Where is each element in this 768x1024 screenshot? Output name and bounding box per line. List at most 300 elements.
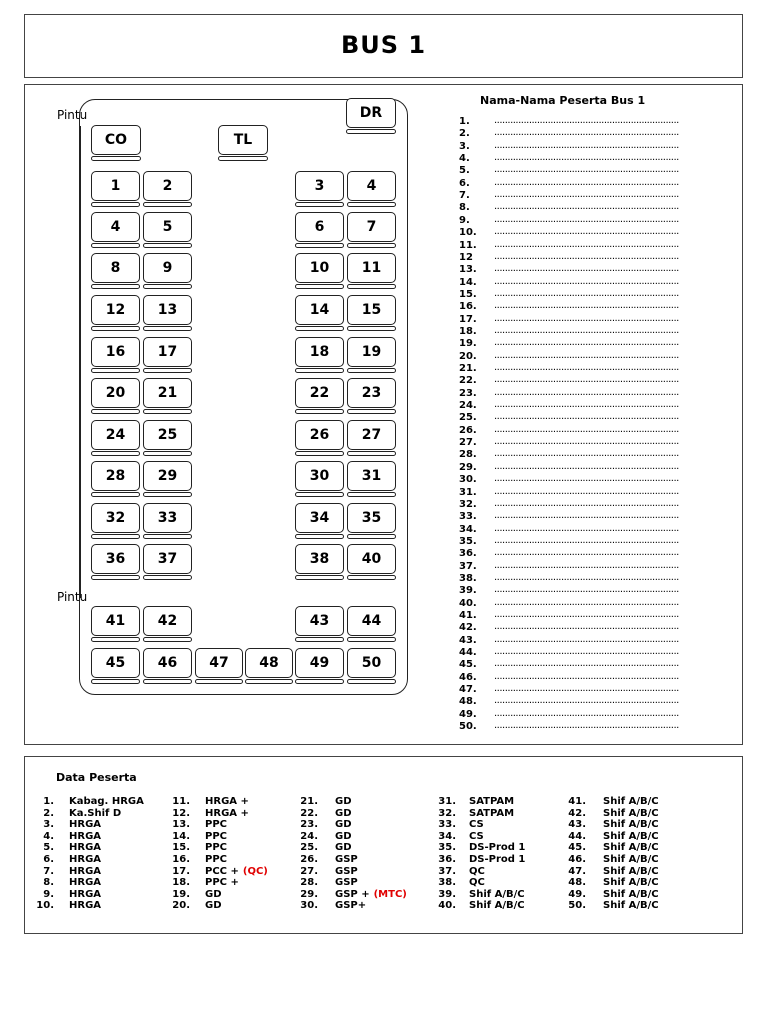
participant-number: 32. xyxy=(438,807,456,819)
seat-number: 34 xyxy=(295,503,344,533)
seat[interactable] xyxy=(91,378,140,414)
name-blank-field[interactable]: ..................................................................... xyxy=(494,622,679,633)
list-item xyxy=(459,548,699,560)
participant-unit-text: HRGA xyxy=(69,900,102,912)
list-item xyxy=(459,301,699,313)
seat[interactable] xyxy=(295,503,344,539)
participant-number: 24. xyxy=(300,830,318,842)
seat-base xyxy=(91,284,140,289)
participant-unit-text: Shif A/B/C xyxy=(603,900,659,912)
list-item-number: 21. xyxy=(459,363,477,374)
list-item xyxy=(459,635,699,647)
name-blank-field[interactable]: ..................................................................... xyxy=(494,165,679,176)
seat[interactable] xyxy=(143,420,192,456)
seat[interactable] xyxy=(347,544,396,580)
seat-number: 33 xyxy=(143,503,192,533)
participant-unit-text: GD xyxy=(335,819,352,831)
seat-number: 38 xyxy=(295,544,344,574)
seat-base xyxy=(295,284,344,289)
name-blank-field[interactable]: ..................................................................... xyxy=(494,400,679,411)
participant-number: 29. xyxy=(300,888,318,900)
participant-unit-text: PCC + xyxy=(205,865,239,877)
seat[interactable] xyxy=(295,606,344,642)
seat-number: 47 xyxy=(195,648,243,678)
participant-unit xyxy=(603,808,659,820)
participant-unit xyxy=(205,842,227,854)
seat-base xyxy=(346,129,396,134)
list-item xyxy=(459,487,699,499)
seat[interactable] xyxy=(91,420,140,456)
seat[interactable] xyxy=(195,648,243,684)
name-blank-field[interactable]: ..................................................................... xyxy=(494,671,679,682)
seat-base xyxy=(295,326,344,331)
seat-number: 15 xyxy=(347,295,396,325)
seat[interactable] xyxy=(295,544,344,580)
seat-base xyxy=(347,575,396,580)
seat[interactable] xyxy=(91,212,140,248)
name-blank-field[interactable]: ..................................................................... xyxy=(494,424,679,435)
name-blank-field[interactable]: ..................................................................... xyxy=(494,597,679,608)
list-item xyxy=(459,128,699,140)
seat-number: 4 xyxy=(347,171,396,201)
list-item xyxy=(459,215,699,227)
name-blank-field[interactable]: ..................................................................... xyxy=(494,190,679,201)
seat-number: 14 xyxy=(295,295,344,325)
participant-number: 9. xyxy=(43,888,54,900)
name-blank-field[interactable]: ..................................................................... xyxy=(494,375,679,386)
seat[interactable] xyxy=(295,295,344,331)
seat[interactable] xyxy=(347,503,396,539)
list-item xyxy=(459,437,699,449)
participant-unit-text: HRGA xyxy=(69,865,102,877)
participant-unit xyxy=(603,866,659,878)
seat-base xyxy=(295,409,344,414)
seat[interactable] xyxy=(347,606,396,642)
seat[interactable] xyxy=(143,544,192,580)
name-blank-field[interactable]: ..................................................................... xyxy=(494,387,679,398)
participant-number: 35. xyxy=(438,842,456,854)
name-blank-field[interactable]: ..................................................................... xyxy=(494,684,679,695)
seat[interactable] xyxy=(91,606,140,642)
name-blank-field[interactable]: ..................................................................... xyxy=(494,251,679,262)
list-item xyxy=(459,363,699,375)
seat[interactable] xyxy=(347,461,396,497)
seat[interactable] xyxy=(91,337,140,373)
seat[interactable] xyxy=(143,461,192,497)
participant-unit-text: CS xyxy=(469,819,484,831)
name-blank-field[interactable]: ..................................................................... xyxy=(494,708,679,719)
name-blank-field[interactable]: ..................................................................... xyxy=(494,498,679,509)
seat[interactable] xyxy=(143,337,192,373)
participant-unit-text: Shif A/B/C xyxy=(603,819,659,831)
seat-base xyxy=(347,284,396,289)
name-blank-field[interactable]: ..................................................................... xyxy=(494,350,679,361)
participant-unit-text: GD xyxy=(335,830,352,842)
list-item xyxy=(459,659,699,671)
list-item xyxy=(459,598,699,610)
list-item xyxy=(459,511,699,523)
list-item xyxy=(459,647,699,659)
participant-unit xyxy=(335,842,352,854)
seat-base xyxy=(143,492,192,497)
list-item-number: 31. xyxy=(459,486,477,498)
participant-unit-text: Shif A/B/C xyxy=(469,888,525,900)
list-item-number: 22. xyxy=(459,375,477,387)
name-blank-field[interactable]: ..................................................................... xyxy=(494,412,679,423)
seat[interactable] xyxy=(91,295,140,331)
participant-number: 31. xyxy=(438,796,456,807)
seat[interactable] xyxy=(91,461,140,497)
seat-base xyxy=(143,637,192,642)
list-item xyxy=(459,165,699,177)
seat[interactable] xyxy=(347,171,396,207)
participant-unit-text: GSP xyxy=(335,877,358,889)
participant-unit-text: HRGA xyxy=(69,854,102,865)
seat-base xyxy=(295,575,344,580)
participant-number: 33. xyxy=(438,819,456,831)
list-item-number: 50. xyxy=(459,721,477,733)
participant-number: 10. xyxy=(36,900,54,912)
list-item-number: 7. xyxy=(459,190,470,202)
list-item xyxy=(459,536,699,548)
seat-number: 8 xyxy=(91,253,140,283)
participant-unit xyxy=(603,819,659,831)
seat[interactable] xyxy=(143,295,192,331)
seat-base xyxy=(91,575,140,580)
page-title: BUS 1 xyxy=(340,31,427,59)
list-item xyxy=(459,622,699,634)
list-item xyxy=(459,400,699,412)
participant-number: 38. xyxy=(438,877,456,889)
seat-number: 45 xyxy=(91,648,140,678)
seat-base xyxy=(295,679,344,684)
participant-unit xyxy=(335,900,366,912)
participant-unit xyxy=(469,808,514,820)
seat-base xyxy=(347,451,396,456)
participant-unit xyxy=(603,842,659,854)
list-item xyxy=(459,153,699,165)
seat-number: 35 xyxy=(347,503,396,533)
seat-number: 19 xyxy=(347,337,396,367)
name-blank-field[interactable]: ..................................................................... xyxy=(494,140,679,151)
name-blank-field[interactable]: ..................................................................... xyxy=(494,239,679,250)
participant-unit-text: Shif A/B/C xyxy=(603,796,659,807)
seat-base xyxy=(91,534,140,539)
seat[interactable] xyxy=(347,337,396,373)
name-blank-field[interactable]: ..................................................................... xyxy=(494,288,679,299)
name-blank-field[interactable]: ..................................................................... xyxy=(494,721,679,732)
participant-unit-text: CS xyxy=(469,830,484,842)
list-item-number: 39. xyxy=(459,585,477,597)
seat[interactable] xyxy=(143,606,192,642)
participant-number: 50. xyxy=(568,900,586,912)
list-item xyxy=(459,314,699,326)
seat[interactable] xyxy=(143,648,192,684)
name-blank-field[interactable]: ..................................................................... xyxy=(494,128,679,139)
name-blank-field[interactable]: ..................................................................... xyxy=(494,560,679,571)
seat-base xyxy=(347,534,396,539)
seat[interactable] xyxy=(295,378,344,414)
seat-co[interactable] xyxy=(91,125,141,161)
seat[interactable] xyxy=(347,378,396,414)
participant-number: 13. xyxy=(172,819,190,831)
name-blank-field[interactable]: ..................................................................... xyxy=(494,325,679,336)
seat[interactable] xyxy=(295,648,344,684)
participant-unit-text: GD xyxy=(205,900,222,912)
seat-base xyxy=(347,492,396,497)
seat[interactable] xyxy=(347,420,396,456)
list-item-number: 18. xyxy=(459,325,477,337)
seat[interactable] xyxy=(91,503,140,539)
list-item xyxy=(459,449,699,461)
seat[interactable] xyxy=(143,503,192,539)
seat[interactable] xyxy=(295,253,344,289)
seat[interactable] xyxy=(347,648,396,684)
seat-number: 21 xyxy=(143,378,192,408)
list-item-number: 41. xyxy=(459,610,477,621)
participant-unit xyxy=(335,808,352,820)
bus-side-wall xyxy=(79,126,81,598)
participant-unit xyxy=(335,889,407,901)
seat-number: 10 xyxy=(295,253,344,283)
participant-number: 18. xyxy=(172,877,190,889)
name-blank-field[interactable]: ..................................................................... xyxy=(494,511,679,522)
participant-unit xyxy=(469,866,485,878)
participant-number: 43. xyxy=(568,819,586,831)
seat-number: 31 xyxy=(347,461,396,491)
participant-number: 30. xyxy=(300,900,318,912)
participant-unit xyxy=(603,831,659,843)
participant-unit xyxy=(469,854,525,866)
list-item-number: 36. xyxy=(459,548,477,560)
participant-unit xyxy=(469,900,525,912)
name-blank-field[interactable]: ..................................................................... xyxy=(494,177,679,188)
participant-number: 36. xyxy=(438,854,456,865)
seat-number: 42 xyxy=(143,606,192,636)
name-blank-field[interactable]: ..................................................................... xyxy=(494,610,679,620)
seat[interactable] xyxy=(91,253,140,289)
name-blank-field[interactable]: ..................................................................... xyxy=(494,227,679,238)
participant-unit xyxy=(335,877,358,889)
seat-base xyxy=(143,243,192,248)
participant-unit-text: GD xyxy=(335,842,352,854)
list-item-number: 14. xyxy=(459,276,477,288)
seat-driver-label: DR xyxy=(346,98,396,128)
seat-base xyxy=(91,637,140,642)
participant-unit xyxy=(469,889,525,901)
name-blank-field[interactable]: ..................................................................... xyxy=(494,535,679,546)
seat-number: 28 xyxy=(91,461,140,491)
participant-number: 26. xyxy=(300,854,318,865)
name-blank-field[interactable]: ..................................................................... xyxy=(494,647,679,658)
participant-unit-text: Shif A/B/C xyxy=(603,842,659,854)
list-item-number: 34. xyxy=(459,523,477,535)
seat[interactable] xyxy=(347,295,396,331)
seat[interactable] xyxy=(295,420,344,456)
participant-number: 44. xyxy=(568,830,586,842)
participant-unit-text: DS-Prod 1 xyxy=(469,842,526,854)
seat-number: 37 xyxy=(143,544,192,574)
seat-number: 43 xyxy=(295,606,344,636)
participant-unit-text: GD xyxy=(205,888,222,900)
list-item xyxy=(459,178,699,190)
seat-driver[interactable] xyxy=(346,98,396,134)
seat-number: 40 xyxy=(347,544,396,574)
participant-unit-text: GSP xyxy=(335,854,358,865)
list-item-number: 25. xyxy=(459,412,477,424)
participant-unit xyxy=(69,819,101,831)
seat-base xyxy=(143,326,192,331)
name-blank-field[interactable]: ..................................................................... xyxy=(494,313,679,324)
seat-number: 27 xyxy=(347,420,396,450)
participant-number: 4. xyxy=(43,830,54,842)
list-item-number: 49. xyxy=(459,708,477,720)
participant-number: 48. xyxy=(568,877,586,889)
list-item-number: 10. xyxy=(459,227,477,239)
list-item-number: 4. xyxy=(459,153,470,165)
participant-unit-text: QC xyxy=(469,865,485,877)
name-blank-field[interactable]: ..................................................................... xyxy=(494,696,679,707)
name-blank-field[interactable]: ..................................................................... xyxy=(494,202,679,213)
seat[interactable] xyxy=(91,648,140,684)
seat-base xyxy=(91,492,140,497)
name-blank-field[interactable]: ..................................................................... xyxy=(494,363,679,373)
name-blank-field[interactable]: ..................................................................... xyxy=(494,634,679,645)
name-blank-field[interactable]: ..................................................................... xyxy=(494,437,679,448)
participant-number: 8. xyxy=(43,877,54,889)
name-blank-field[interactable]: ..................................................................... xyxy=(494,276,679,287)
seat[interactable] xyxy=(295,212,344,248)
list-item xyxy=(459,573,699,585)
name-blank-field[interactable]: ..................................................................... xyxy=(494,153,679,164)
list-item-number: 3. xyxy=(459,140,470,152)
seat[interactable] xyxy=(295,337,344,373)
participant-unit xyxy=(603,854,659,866)
name-blank-field[interactable]: ..................................................................... xyxy=(494,116,679,126)
list-item xyxy=(459,326,699,338)
seat-base xyxy=(195,679,243,684)
name-blank-field[interactable]: ..................................................................... xyxy=(494,461,679,472)
participant-number: 46. xyxy=(568,854,586,865)
seat[interactable] xyxy=(143,253,192,289)
participant-unit-text: HRGA + xyxy=(205,796,249,807)
seat[interactable] xyxy=(347,253,396,289)
name-blank-field[interactable]: ..................................................................... xyxy=(494,474,679,485)
seat-base xyxy=(143,284,192,289)
participant-number: 23. xyxy=(300,819,318,831)
participant-unit xyxy=(69,900,101,912)
participant-number: 42. xyxy=(568,807,586,819)
list-item xyxy=(459,388,699,400)
seat-base xyxy=(295,492,344,497)
seat-number: 30 xyxy=(295,461,344,491)
list-item xyxy=(459,672,699,684)
list-item xyxy=(459,289,699,301)
participant-unit xyxy=(205,808,249,820)
name-blank-field[interactable]: ..................................................................... xyxy=(494,338,679,349)
seat-number: 44 xyxy=(347,606,396,636)
list-item-number: 28. xyxy=(459,449,477,461)
seat-base xyxy=(295,202,344,207)
seat[interactable] xyxy=(91,171,140,207)
seat[interactable] xyxy=(347,212,396,248)
list-item xyxy=(459,696,699,708)
participant-unit xyxy=(205,819,227,831)
participant-unit-text: HRGA xyxy=(69,830,102,842)
participant-unit-text: HRGA xyxy=(69,842,102,854)
seat-co-label: CO xyxy=(91,125,141,155)
seat-tl[interactable] xyxy=(218,125,268,161)
participant-unit-text: GSP + xyxy=(335,888,370,900)
seat-number: 46 xyxy=(143,648,192,678)
list-item-number: 35. xyxy=(459,535,477,547)
name-blank-field[interactable]: ..................................................................... xyxy=(494,572,679,583)
seat-base xyxy=(347,202,396,207)
list-item xyxy=(459,116,699,128)
seat-number: 1 xyxy=(91,171,140,201)
seat-number: 18 xyxy=(295,337,344,367)
seat-base xyxy=(245,679,293,684)
seat[interactable] xyxy=(143,378,192,414)
participant-unit-note: (MTC) xyxy=(373,888,407,900)
seat[interactable] xyxy=(143,212,192,248)
seat[interactable] xyxy=(295,461,344,497)
participant-number: 1. xyxy=(43,796,54,807)
participant-unit-text: Shif A/B/C xyxy=(603,830,659,842)
list-item xyxy=(459,338,699,350)
participant-number: 2. xyxy=(43,807,54,819)
name-blank-field[interactable]: ..................................................................... xyxy=(494,659,679,670)
seat-number: 41 xyxy=(91,606,140,636)
seat[interactable] xyxy=(143,171,192,207)
name-blank-field[interactable]: ..................................................................... xyxy=(494,214,679,225)
participant-number: 3. xyxy=(43,819,54,831)
seat[interactable] xyxy=(91,544,140,580)
participant-number: 7. xyxy=(43,865,54,877)
seat-base xyxy=(91,451,140,456)
seat-base xyxy=(91,679,140,684)
name-blank-field[interactable]: ..................................................................... xyxy=(494,264,679,275)
participant-unit xyxy=(69,796,144,808)
seat-base xyxy=(347,368,396,373)
participant-unit xyxy=(205,889,222,901)
name-blank-field[interactable]: ..................................................................... xyxy=(494,449,679,460)
name-blank-field[interactable]: ..................................................................... xyxy=(494,585,679,596)
participant-unit xyxy=(205,831,227,843)
participant-number: 45. xyxy=(568,842,586,854)
seat[interactable] xyxy=(295,171,344,207)
seat-number: 4 xyxy=(91,212,140,242)
list-item xyxy=(459,141,699,153)
seat-number: 29 xyxy=(143,461,192,491)
participant-unit xyxy=(469,831,484,843)
list-item-number: 2. xyxy=(459,128,470,140)
list-item xyxy=(459,684,699,696)
list-item-number: 26. xyxy=(459,424,477,436)
seat[interactable] xyxy=(245,648,293,684)
name-blank-field[interactable]: ..................................................................... xyxy=(494,301,679,312)
name-blank-field[interactable]: ..................................................................... xyxy=(494,523,679,534)
list-item xyxy=(459,351,699,363)
seat-number: 23 xyxy=(347,378,396,408)
list-item-number: 46. xyxy=(459,671,477,683)
list-item-number: 11. xyxy=(459,239,477,251)
name-blank-field[interactable]: ..................................................................... xyxy=(494,486,679,497)
participant-unit-text: Shif A/B/C xyxy=(603,865,659,877)
name-blank-field[interactable]: ..................................................................... xyxy=(494,548,679,559)
seat-base xyxy=(347,326,396,331)
list-item xyxy=(459,375,699,387)
